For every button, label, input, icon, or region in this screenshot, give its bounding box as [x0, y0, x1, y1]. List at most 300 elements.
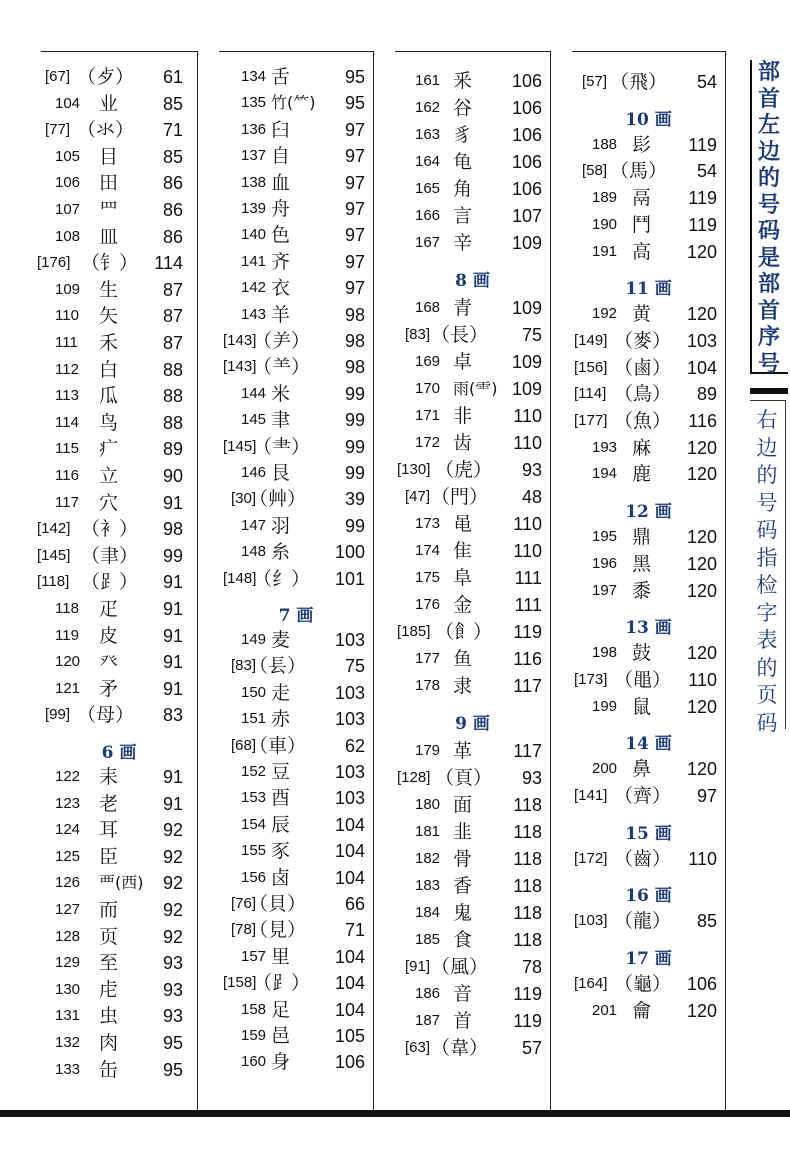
radical-number: 108 [55, 227, 81, 245]
radical-number: [145] [223, 437, 257, 455]
page-number: 106 [511, 152, 542, 172]
side-label-char: 码 [756, 518, 778, 542]
radical-character: 麦 [271, 629, 291, 651]
radical-character: 豕 [271, 840, 291, 863]
radical-character: （镸） [249, 655, 307, 678]
radical-number: 125 [55, 847, 81, 865]
stroke-count-header: 12 画 [625, 502, 672, 523]
radical-row [572, 551, 725, 577]
stroke-count-header: 9 画 [455, 714, 490, 734]
radical-character: （龍） [614, 910, 672, 933]
radical-row [41, 1003, 197, 1029]
radical-character: （钅） [81, 252, 139, 275]
radical-number: 187 [415, 1012, 441, 1029]
radical-row [572, 524, 725, 550]
side-label-char: 号 [756, 490, 778, 515]
page-number: 118 [513, 930, 542, 950]
side-label-char: 码 [756, 710, 778, 735]
radical-number: 120 [55, 653, 81, 671]
page-number: 120 [686, 759, 717, 780]
radical-row [395, 927, 550, 953]
radical-number: [118] [37, 573, 70, 591]
radical-character: 至 [99, 952, 119, 975]
radical-number: 172 [415, 434, 441, 451]
side-label-char: 边 [757, 139, 780, 165]
radical-row [395, 376, 550, 402]
radical-number: 191 [592, 242, 618, 260]
radical-character: （氺） [77, 119, 135, 142]
radical-row [41, 410, 197, 436]
radical-row [395, 176, 550, 202]
radical-row [395, 565, 550, 591]
page-number: 111 [514, 568, 542, 588]
radical-variant-row [572, 846, 725, 872]
radical-character: （齊） [614, 785, 672, 807]
radical-number: [77] [45, 121, 71, 139]
radical-number: [78] [231, 921, 257, 939]
page-number: 91 [162, 652, 183, 673]
radical-row [219, 90, 373, 116]
page-number: 86 [162, 173, 183, 194]
radical-number: 183 [415, 877, 441, 894]
radical-character: 龟 [453, 151, 473, 173]
page-number: 93 [162, 979, 183, 1000]
radical-row [219, 812, 373, 838]
radical-number: [149] [574, 331, 608, 349]
radical-row [395, 673, 550, 699]
page-number: 91 [162, 793, 183, 814]
radical-number: 170 [415, 380, 441, 397]
page-number: 87 [162, 279, 183, 300]
radical-row [219, 865, 373, 891]
page-number: 89 [696, 384, 717, 405]
radical-variant-row [219, 434, 373, 460]
radical-character: 糸 [271, 541, 291, 564]
page-number: 92 [162, 820, 183, 841]
page-number: 97 [344, 146, 365, 167]
radical-character: （風） [431, 956, 489, 978]
page-number: 93 [521, 460, 542, 480]
radical-character: （魚） [614, 410, 672, 432]
radical-character: （黽） [614, 668, 672, 691]
page-number: 104 [334, 946, 365, 967]
radical-variant-row [395, 954, 550, 980]
page-number: 87 [162, 333, 183, 353]
radical-character: 臣 [99, 845, 119, 868]
radical-row [219, 302, 373, 328]
radical-variant-row [37, 516, 197, 542]
radical-variant-row [572, 667, 725, 693]
radical-variant-row [572, 328, 725, 354]
page-number: 119 [513, 984, 542, 1004]
radical-character: （⺻） [253, 435, 311, 458]
stroke-count-header: 7 画 [278, 606, 314, 626]
radical-character: 鹿 [632, 463, 652, 486]
side-label-char: 表 [756, 628, 778, 652]
radical-variant-row [37, 569, 197, 595]
side-label-left-text [752, 60, 786, 378]
page-number: 88 [162, 359, 183, 380]
page-number: 111 [514, 595, 542, 615]
radical-row [219, 222, 373, 248]
radical-character: 皮 [99, 624, 119, 647]
radical-character: 骨 [453, 848, 473, 870]
radical-row [395, 538, 550, 564]
radical-variant-row [219, 891, 373, 917]
radical-row [41, 144, 197, 170]
page-number: 57 [521, 1038, 542, 1058]
page-number: 97 [344, 225, 365, 246]
radical-number: 155 [241, 842, 267, 860]
page-number: 119 [688, 214, 717, 235]
radical-character: 隹 [453, 540, 473, 562]
radical-number: [143] [223, 332, 257, 349]
page-number: 91 [162, 492, 183, 513]
radical-character: （⺷） [253, 356, 311, 379]
radical-character: （飠） [435, 621, 493, 643]
radical-number: [63] [405, 1039, 431, 1056]
radical-character: 阜 [453, 567, 473, 589]
side-label-char: 序 [757, 325, 780, 350]
radical-character: （見） [249, 919, 307, 942]
radical-number: 127 [55, 901, 81, 918]
radical-number: 162 [415, 99, 441, 116]
stroke-count-header: 14 画 [625, 734, 672, 755]
page-number: 89 [162, 439, 183, 460]
radical-number: 150 [241, 683, 267, 701]
page-number: 54 [696, 161, 717, 182]
radical-character: 卤 [271, 866, 291, 889]
radical-character: 隶 [453, 675, 473, 697]
radical-number: 116 [55, 467, 79, 484]
radical-character: 鬲 [632, 187, 652, 210]
radical-variant-row [219, 917, 373, 943]
radical-character: 豆 [271, 761, 291, 783]
radical-row [41, 490, 197, 516]
radical-number: 152 [241, 763, 267, 780]
radical-number: 192 [592, 305, 618, 323]
radical-number: 175 [415, 569, 441, 586]
radical-character: 黍 [632, 579, 652, 602]
radical-number: 109 [55, 280, 81, 298]
page-number: 104 [334, 999, 365, 1020]
radical-number: 139 [241, 200, 267, 217]
side-label-char: 边 [756, 435, 778, 460]
radical-number: 106 [55, 174, 81, 192]
page-number: 103 [686, 330, 717, 351]
radical-character: 金 [453, 594, 473, 616]
radical-character: 走 [271, 681, 291, 704]
radical-character: （⻊） [81, 571, 139, 594]
radical-character: 黾 [453, 513, 473, 535]
radical-variant-row [37, 250, 197, 276]
side-label-char: 的 [756, 463, 778, 487]
radical-number: 107 [55, 201, 81, 218]
radical-number: 200 [592, 760, 618, 778]
radical-number: 197 [592, 581, 618, 599]
page-number: 117 [513, 741, 542, 761]
side-label-radical-number [750, 60, 788, 377]
radical-row [41, 897, 197, 923]
radical-number: 144 [241, 384, 267, 402]
radical-number: [76] [231, 895, 257, 912]
radical-number: 196 [592, 554, 618, 572]
radical-number: 126 [55, 874, 81, 892]
page-number: 95 [162, 1059, 183, 1080]
page-number: 109 [511, 352, 542, 372]
page-number: 92 [162, 873, 183, 894]
side-label-char: 号 [757, 192, 780, 218]
radical-row [41, 436, 197, 462]
radical-row [41, 924, 197, 950]
page-number: 93 [521, 768, 542, 788]
radical-number: 198 [592, 644, 618, 662]
radical-number: [143] [223, 358, 257, 376]
page-number: 110 [513, 406, 542, 426]
radical-row [572, 461, 725, 487]
stroke-count-header: 11 画 [625, 279, 672, 300]
radical-character: 音 [453, 983, 473, 1005]
radical-row [41, 224, 197, 250]
radical-number: [57] [582, 73, 608, 90]
radical-row [41, 623, 197, 649]
radical-character: 舌 [271, 66, 291, 88]
radical-variant-row [572, 158, 725, 184]
radical-row [41, 870, 197, 896]
radical-row [219, 1023, 373, 1049]
radical-row [41, 197, 197, 223]
page-number: 110 [513, 433, 542, 453]
radical-number: 179 [415, 742, 441, 759]
side-label-char: 检 [756, 573, 778, 597]
radical-character: 鼎 [632, 526, 652, 549]
page-number: 97 [344, 172, 365, 193]
radical-character: 鸟 [99, 411, 119, 434]
radical-row [219, 143, 373, 169]
radical-row [219, 170, 373, 196]
radical-character: 韭 [453, 821, 473, 843]
index-column-1 [37, 51, 198, 1112]
radical-number: 149 [241, 631, 267, 648]
page-number: 120 [686, 241, 717, 262]
radical-number: 184 [415, 904, 441, 921]
radical-character: （鳥） [614, 383, 672, 406]
radical-variant-row [572, 69, 725, 95]
page-number: 92 [162, 926, 183, 947]
radical-number: [30] [231, 490, 257, 508]
radical-row [219, 196, 373, 222]
radical-number: 157 [241, 947, 267, 965]
page-number: 119 [513, 622, 542, 642]
radical-number: 119 [55, 626, 79, 644]
radical-variant-row [395, 765, 550, 791]
radical-character: 矛 [99, 677, 119, 700]
radical-number: [172] [574, 849, 608, 867]
radical-number: 148 [241, 543, 267, 561]
radical-variant-row [572, 381, 725, 407]
page-number: 104 [334, 973, 365, 994]
page-number: 110 [688, 848, 717, 869]
radical-character: 鼻 [632, 758, 652, 781]
radical-number: 194 [592, 465, 618, 483]
radical-character: 足 [271, 998, 291, 1021]
radical-character: 面 [453, 794, 473, 816]
radical-row [41, 596, 197, 622]
page-number: 39 [344, 489, 365, 510]
radical-character: 辰 [271, 813, 291, 836]
page-number: 104 [334, 814, 365, 835]
radical-character: 瓜 [99, 385, 119, 408]
radical-character: 鱼 [453, 648, 473, 670]
page-number: 85 [162, 146, 183, 167]
radical-row [41, 1030, 197, 1056]
radical-character: 耳 [99, 819, 119, 842]
radical-variant-row [219, 486, 373, 512]
radical-number: 132 [55, 1034, 81, 1051]
radical-number: [141] [574, 787, 608, 804]
page-number: 98 [344, 357, 365, 378]
radical-character: 自 [271, 145, 291, 168]
radical-number: [176] [37, 254, 71, 272]
radical-character: （飛） [610, 71, 668, 93]
radical-row [395, 403, 550, 429]
page-number: 118 [513, 795, 542, 815]
radical-row [219, 381, 373, 407]
radical-row [41, 649, 197, 675]
radical-row [219, 539, 373, 565]
radical-number: [83] [405, 326, 431, 343]
page-number: 75 [521, 325, 542, 345]
page-number: 93 [162, 953, 183, 974]
page-number: 101 [334, 568, 365, 589]
radical-number: 158 [241, 1000, 267, 1018]
page-number: 92 [162, 900, 183, 920]
stroke-count-header: 16 画 [625, 886, 672, 907]
radical-variant-row [41, 702, 197, 728]
radical-character: （虎） [435, 459, 493, 481]
radical-character: 目 [99, 145, 119, 168]
side-label-char: 右 [756, 408, 778, 432]
radical-number: 121 [55, 679, 81, 697]
page-number: 90 [162, 466, 183, 486]
radical-row [572, 998, 725, 1024]
radical-character: （麥） [614, 329, 672, 352]
page-number: 109 [511, 379, 542, 399]
radical-character: 耒 [99, 766, 119, 788]
radical-number: 134 [241, 68, 267, 85]
page-number: 95 [344, 93, 365, 114]
radical-variant-row [395, 1035, 550, 1061]
index-column-3 [395, 51, 551, 1112]
radical-row [395, 738, 550, 764]
radical-number: [173] [574, 670, 608, 688]
radical-character: 页 [99, 925, 119, 948]
radical-row [219, 460, 373, 486]
radical-number: 161 [415, 72, 441, 89]
radical-number: 201 [592, 1001, 618, 1019]
page-number: 97 [344, 119, 365, 140]
page-number: 119 [688, 188, 717, 209]
page-number: 91 [162, 767, 183, 787]
radical-character: 黄 [632, 303, 652, 326]
radical-character: 里 [271, 945, 291, 968]
radical-character: 穴 [99, 491, 119, 514]
radical-row [395, 349, 550, 375]
radical-character: （門） [431, 486, 489, 508]
page-number: 91 [162, 572, 183, 593]
radical-number: 140 [241, 226, 267, 244]
radical-row [219, 759, 373, 785]
page-number: 103 [334, 682, 365, 703]
radical-row [41, 1057, 197, 1083]
radical-row [395, 68, 550, 94]
radical-number: 131 [55, 1007, 81, 1025]
page-number: 95 [344, 67, 365, 87]
radical-number: 180 [415, 796, 441, 813]
page-number: 110 [688, 669, 717, 690]
page-number: 91 [162, 625, 183, 646]
stroke-count-header: 17 画 [625, 949, 672, 970]
page-number: 99 [344, 515, 365, 536]
page-number: 109 [511, 233, 542, 253]
radical-character: 肉 [99, 1032, 119, 1054]
page-number: 120 [686, 553, 717, 574]
radical-character: 鼠 [632, 695, 652, 718]
radical-number: [142] [37, 520, 71, 538]
radical-variant-row [572, 408, 725, 434]
page-number: 92 [162, 846, 183, 867]
radical-row [395, 511, 550, 537]
radical-character: （纟） [253, 567, 311, 590]
radical-number: 159 [241, 1027, 267, 1044]
radical-character: 竹(⺮) [271, 93, 316, 113]
radical-character: （頁） [435, 767, 493, 789]
page-number: 54 [696, 72, 717, 92]
radical-number: 118 [55, 600, 79, 617]
radical-character: （歺） [77, 66, 135, 88]
page-number: 120 [686, 696, 717, 717]
radical-row [41, 950, 197, 976]
radical-row [572, 578, 725, 604]
radical-number: 133 [55, 1060, 81, 1078]
page-number: 97 [696, 786, 717, 806]
side-label-char: 首 [757, 298, 780, 324]
page-number: 120 [686, 580, 717, 601]
radical-character: 衣 [271, 277, 291, 300]
radical-character: 疒 [99, 438, 119, 461]
page-number: 78 [521, 957, 542, 977]
radical-number: 142 [241, 279, 267, 297]
radical-number: [148] [223, 569, 257, 587]
page-number: 118 [513, 849, 542, 869]
page-number: 120 [686, 527, 717, 548]
radical-character: 罒 [99, 199, 119, 221]
radical-variant-row [219, 970, 373, 996]
page-number: 118 [513, 903, 542, 923]
radical-number: 181 [415, 823, 441, 840]
radical-number: 176 [415, 596, 441, 613]
radical-row [219, 117, 373, 143]
radical-row [219, 627, 373, 653]
side-label-char: 指 [756, 545, 778, 570]
radical-row [395, 873, 550, 899]
radical-number: [128] [397, 769, 431, 786]
page-number: 103 [334, 762, 365, 782]
radical-character: （衤） [81, 518, 139, 541]
radical-number: [58] [582, 162, 608, 180]
side-label-char: 码 [757, 219, 780, 244]
index-column-4 [572, 51, 726, 1112]
